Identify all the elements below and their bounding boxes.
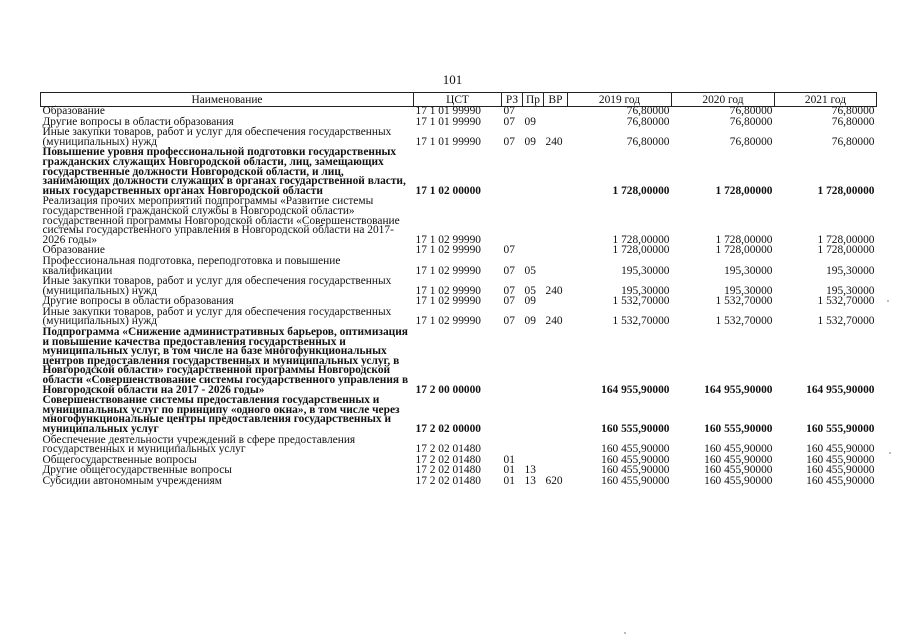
header-2021: 2021 год [775,93,877,107]
row-cst: 17 2 02 01480 [415,464,481,477]
row-rz [502,436,523,456]
row-rz [502,197,523,246]
row-2020: 1 532,70000 [715,315,773,328]
row-name: Другие общегосударственные вопросы [42,464,232,477]
row-name: Повышение уровня профессиональной подготовки государственных гражданских служащих Новгородской области, лиц, замещающих государственные должности Новгородской области, и лиц, занимающих должности служащих в органах государственной власти, иных государственных органах Новгородской области [42,146,406,197]
row-name: Субсидии автономным учреждениям [42,474,222,487]
row-cst: 17 2 02 01480 [415,474,481,487]
row-cst: 17 1 02 99990 [415,295,481,308]
row-rz: 01 [503,464,515,477]
row-2021: 160 455,90000 [806,474,875,487]
row-2019: 160 555,90000 [601,423,670,435]
row-2021: 1 532,70000 [817,315,875,328]
row-name: Образование [42,244,105,257]
row-vr: 240 [545,135,563,148]
table-row [41,148,877,197]
row-2019: 1 532,70000 [612,315,670,328]
row-pr [523,436,544,456]
row-cst: 17 1 02 99990 [415,233,481,246]
row-2021: 1 728,00000 [817,233,875,246]
row-2019: 160 455,90000 [601,453,670,466]
row-cst: 17 2 02 00000 [415,423,481,435]
row-2021: 160 555,90000 [806,423,875,435]
row-2020: 76,80000 [729,105,773,117]
table-row [41,477,877,488]
row-2021: 195,30000 [826,264,875,277]
row-rz: 07 [503,315,515,328]
row-2021: 76,80000 [831,135,875,148]
row-2021: 1 728,00000 [817,184,875,197]
table-row [41,128,877,148]
row-2021: 160 455,90000 [806,443,875,456]
row-2020: 1 728,00000 [715,244,773,257]
row-pr: 05 [524,284,536,297]
row-rz: 07 [503,135,515,148]
row-2021: 1 532,70000 [817,295,875,308]
row-2021: 1 728,00000 [817,244,875,257]
row-2021: 76,80000 [831,115,875,128]
row-rz: 07 [503,264,515,277]
header-cst: ЦСТ [414,93,502,107]
row-2021: 160 455,90000 [806,464,875,477]
row-2020: 76,80000 [729,135,773,148]
row-name: Профессиональная подготовка, переподготовка и повышение квалификации [42,254,341,277]
table-row [41,328,877,396]
row-pr [523,148,544,197]
table-row [41,257,877,277]
row-pr [523,197,544,246]
row-rz [502,148,523,197]
row-rz [502,328,523,396]
row-cst: 17 1 02 99990 [415,315,481,328]
row-2019: 1 728,00000 [612,244,670,257]
row-cst: 17 1 01 99990 [415,115,481,128]
row-2019: 160 455,90000 [601,464,670,477]
row-pr: 09 [524,135,536,148]
row-name: Обеспечение деятельности учреждений в сфере предоставления государственных и муниципальных услуг [42,433,356,456]
row-2019: 195,30000 [621,264,670,277]
row-2020: 160 455,90000 [704,443,773,456]
row-vr [544,197,568,246]
header-rz: РЗ [502,93,523,107]
row-name: Иные закупки товаров, работ и услуг для обеспечения государственных (муниципальных) нужд [42,305,392,328]
row-2019: 76,80000 [626,115,670,128]
row-2020: 1 532,70000 [715,295,773,308]
row-name: Иные закупки товаров, работ и услуг для обеспечения государственных (муниципальных) нужд [42,126,392,148]
row-cst: 17 1 02 99990 [415,264,481,277]
row-rz [502,396,523,435]
row-2019: 76,80000 [626,105,670,117]
row-vr [544,328,568,396]
row-name: Совершенствование системы предоставления государственных и муниципальных услуг по принципу «одного окна», в том числе через многофункциональные центры предоставления государственных и муниципальных услуг [42,394,400,435]
scan-speck [889,452,891,454]
row-cst: 17 1 02 99990 [415,284,481,297]
row-2020: 160 555,90000 [704,423,773,435]
row-cst: 17 1 01 99990 [415,105,481,117]
header-name: Наименование [41,93,414,107]
row-pr [523,396,544,435]
table-row [41,308,877,328]
row-2019: 195,30000 [621,284,670,297]
row-2020: 164 955,90000 [704,383,773,396]
row-cst: 17 2 02 01480 [415,443,481,456]
row-cst: 17 1 01 99990 [415,135,481,148]
row-vr [544,107,568,118]
row-2020: 195,30000 [724,284,773,297]
row-vr: 240 [545,315,563,328]
scan-speck [887,300,889,302]
row-cst: 17 1 02 00000 [415,184,481,197]
row-rz: 07 [503,115,515,128]
row-vr [544,456,568,467]
row-rz: 07 [503,244,515,257]
row-pr: 13 [524,474,536,487]
header-2019: 2019 год [568,93,672,107]
row-2019: 160 455,90000 [601,474,670,487]
scan-speck [624,632,626,634]
row-2019: 1 728,00000 [612,233,670,246]
row-pr [523,246,544,257]
row-2019: 1 532,70000 [612,295,670,308]
header-vr: ВР [544,93,568,107]
row-name: Другие вопросы в области образования [42,295,234,308]
row-pr [523,328,544,396]
table-row [41,277,877,297]
row-2021: 164 955,90000 [806,383,875,396]
header-2020: 2020 год [672,93,775,107]
row-2020: 76,80000 [729,115,773,128]
row-2020: 1 728,00000 [715,184,773,197]
row-2020: 160 455,90000 [704,474,773,487]
row-vr [544,257,568,277]
row-2021: 76,80000 [831,105,875,117]
row-pr: 13 [524,464,536,477]
table-body [41,107,877,488]
row-name: Образование [42,105,105,117]
row-2019: 160 455,90000 [601,443,670,456]
row-pr: 09 [524,115,536,128]
row-2020: 160 455,90000 [704,464,773,477]
row-name: Другие вопросы в области образования [42,115,234,128]
row-rz: 01 [503,474,515,487]
row-name: Подпрограмма «Снижение административных барьеров, оптимизация и повышение качества предоставления государственных и муниципальных услуг, в том числе на базе многофункциональных центров предоставления государственных и муниципальных услуг, в Новгородской области» государственной программы Новгородской области «Совершенствование системы государственного управления в Новгородской области на 2017 - 2026 годы» [42,326,409,396]
row-vr [544,396,568,435]
row-vr [544,148,568,197]
row-2020: 160 455,90000 [704,453,773,466]
header-pr: Пр [523,93,544,107]
row-2021: 195,30000 [826,284,875,297]
table-row [41,197,877,246]
row-2020: 195,30000 [724,264,773,277]
row-rz: 07 [503,284,515,297]
row-2020: 1 728,00000 [715,233,773,246]
row-cst: 17 2 02 01480 [415,453,481,466]
row-pr: 05 [524,264,536,277]
row-name: Иные закупки товаров, работ и услуг для обеспечения государственных (муниципальных) нужд [42,275,392,297]
budget-table [40,92,877,488]
row-vr [544,436,568,456]
row-2019: 1 728,00000 [612,184,670,197]
row-rz: 01 [503,453,515,466]
row-vr [544,246,568,257]
row-rz: 07 [503,295,515,308]
row-2021: 160 455,90000 [806,453,875,466]
row-name: Реализация прочих мероприятий подпрограммы «Развитие системы государственной гражданской службы в Новгородской области» государственной программы Новгородской области «Совершенствование системы государственного управления в Новгородской области на 2017-2026 годы» [42,195,400,246]
row-2019: 164 955,90000 [601,383,670,396]
row-vr [544,297,568,308]
row-vr [544,118,568,129]
row-cst: 17 1 02 99990 [415,244,481,257]
table-row [41,396,877,435]
row-vr: 240 [545,284,563,297]
row-cst: 17 2 00 00000 [415,383,481,396]
row-pr: 09 [524,315,536,328]
row-name: Общегосударственные вопросы [42,453,197,466]
row-2019: 76,80000 [626,135,670,148]
page-number: 101 [442,72,463,87]
row-pr: 09 [524,295,536,308]
table-row [41,436,877,456]
row-vr: 620 [545,474,563,487]
row-rz: 07 [503,105,515,117]
